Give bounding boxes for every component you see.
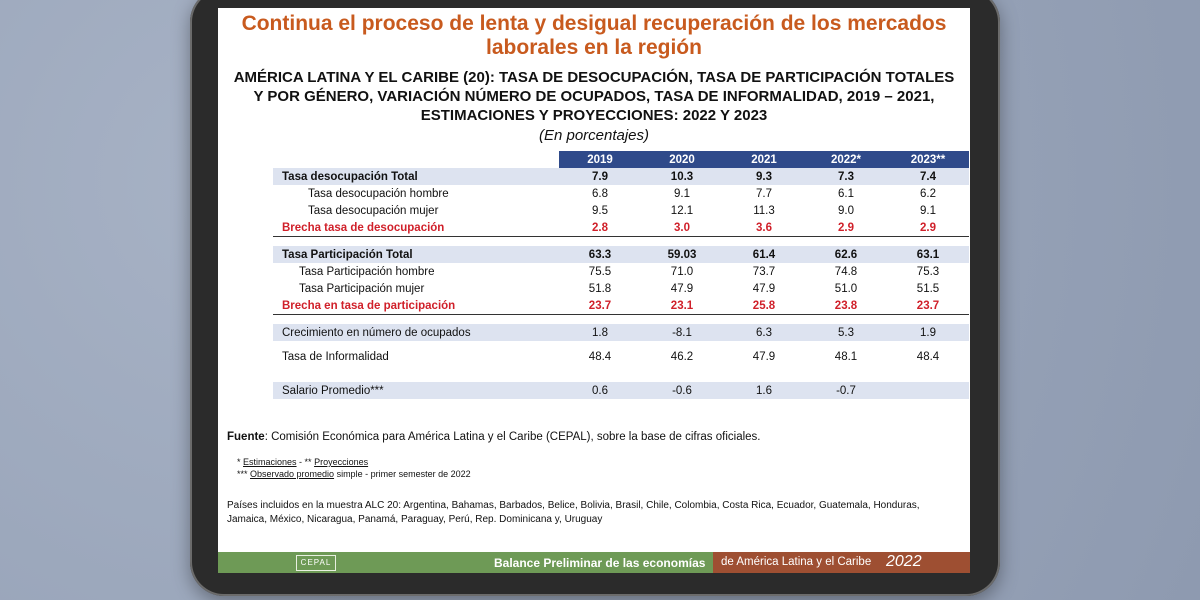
- cell: 25.8: [723, 297, 805, 315]
- cell: 63.3: [559, 246, 641, 263]
- countries-line-1: Países incluidos en la muestra ALC 20: Argentina, Bahamas, Barbados, Belice, Bolivia, Brasil, Chile, Colombia, Costa Rica, Ecuador, Guatemala, Honduras,: [227, 500, 920, 511]
- footnote-2: [237, 468, 471, 480]
- cell: 46.2: [670, 351, 694, 363]
- row-label: Crecimiento en número de ocupados: [273, 324, 559, 341]
- cell: 3.0: [641, 219, 723, 237]
- cell: 7.4: [887, 168, 969, 185]
- table-row: [273, 219, 969, 237]
- source-note: [227, 431, 761, 443]
- table-title-line-1: AMÉRICA LATINA Y EL CARIBE (20): TASA DE DESOCUPACIÓN, TASA DE PARTICIPACIÓN TOTALES: [233, 69, 955, 86]
- cell: 47.9: [670, 282, 694, 295]
- col-header: 2022*: [805, 151, 887, 168]
- table-title-line-3: ESTIMACIONES Y PROYECCIONES: 2022 Y 2023: [420, 107, 768, 124]
- source-text: : Comisión Económica para América Latina y el Caribe (CEPAL), sobre la base de cifras oficiales.: [264, 431, 761, 443]
- countries-line-2: Jamaica, México, Nicaragua, Panamá, Paraguay, Perú, Rep. Dominicana y, Uruguay: [227, 514, 603, 525]
- cell: 23.7: [559, 297, 641, 315]
- table-title-line-2: Y POR GÉNERO, VARIACIÓN NÚMERO DE OCUPADOS, TASA DE INFORMALIDAD, 2019 – 2021,: [253, 88, 935, 105]
- cell: 12.1: [670, 204, 694, 217]
- row-label: Tasa Participación hombre: [299, 265, 435, 278]
- row-label: Salario Promedio***: [273, 382, 559, 399]
- slide: [218, 8, 970, 573]
- cell: 75.3: [916, 265, 940, 278]
- cell: 5.3: [805, 324, 887, 341]
- row-label: Brecha en tasa de participación: [273, 297, 559, 315]
- cell: 9.5: [592, 204, 608, 217]
- footnote-mark: *: [237, 457, 244, 467]
- row-label: Tasa Participación mujer: [299, 282, 425, 295]
- footer-title: Balance Preliminar de las economías: [494, 556, 706, 570]
- table-header-row: [273, 151, 969, 168]
- cell: [887, 382, 969, 399]
- cell: 9.1: [674, 187, 690, 200]
- cell: 1.6: [723, 382, 805, 399]
- cell: 61.4: [723, 246, 805, 263]
- row-label: Tasa desocupación mujer: [308, 204, 439, 217]
- footer-year: 2022: [886, 553, 922, 570]
- cell: 2.8: [559, 219, 641, 237]
- cell: 23.1: [641, 297, 723, 315]
- footnote-rest: simple - primer semester de 2022: [334, 469, 471, 479]
- cell: 2.9: [805, 219, 887, 237]
- table-row: [273, 263, 969, 280]
- cell: 59.03: [641, 246, 723, 263]
- cell: 47.9: [752, 282, 776, 295]
- cell: 0.6: [559, 382, 641, 399]
- table-row: [273, 185, 969, 202]
- col-header: 2020: [641, 151, 723, 168]
- table-row: [273, 202, 969, 219]
- cell: 47.9: [752, 351, 776, 363]
- cell: 3.6: [723, 219, 805, 237]
- cell: 1.8: [559, 324, 641, 341]
- spacer-row: [273, 237, 969, 247]
- source-label: Fuente: [227, 431, 265, 443]
- cell: 62.6: [805, 246, 887, 263]
- col-header: 2021: [723, 151, 805, 168]
- cell: 71.0: [670, 265, 694, 278]
- cell: 10.3: [641, 168, 723, 185]
- cell: 48.4: [916, 351, 940, 363]
- footnote-1: [237, 456, 471, 468]
- row-label: Tasa Participación Total: [273, 246, 559, 263]
- footnote-estimaciones: Estimaciones: [243, 457, 297, 467]
- col-header: 2023**: [887, 151, 969, 168]
- table-row: [273, 168, 969, 185]
- cell: -0.7: [805, 382, 887, 399]
- footnote-mark: ***: [237, 469, 251, 479]
- spacer-row: [273, 315, 969, 325]
- cell: 6.2: [920, 187, 936, 200]
- table-row: [273, 297, 969, 315]
- cell: 7.3: [805, 168, 887, 185]
- cell: 48.4: [588, 351, 612, 363]
- row-label: Tasa desocupación hombre: [308, 187, 449, 200]
- cell: 2.9: [887, 219, 969, 237]
- cepal-logo: CEPAL: [296, 555, 336, 571]
- footnotes: [237, 456, 471, 480]
- data-table: [273, 151, 969, 399]
- slide-title: Continua el proceso de lenta y desigual recuperación de los mercados laborales en la región: [241, 12, 947, 59]
- table-row: [273, 382, 969, 399]
- col-header: 2019: [559, 151, 641, 168]
- cell: 9.1: [920, 204, 936, 217]
- cell: 63.1: [887, 246, 969, 263]
- cell: 75.5: [588, 265, 612, 278]
- cell: 9.3: [723, 168, 805, 185]
- cell: -0.6: [641, 382, 723, 399]
- header-blank: [273, 151, 559, 168]
- table-row: [273, 246, 969, 263]
- cell: 6.8: [592, 187, 608, 200]
- table-row: [273, 341, 969, 373]
- spacer-row: [273, 373, 969, 382]
- cell: 11.3: [753, 204, 775, 217]
- footnote-observado: Observado promedio: [250, 469, 335, 479]
- cell: 51.5: [916, 282, 940, 295]
- cell: 23.8: [805, 297, 887, 315]
- countries-note: [227, 499, 962, 527]
- footer-subtitle: de América Latina y el Caribe: [721, 556, 872, 568]
- cell: 7.9: [559, 168, 641, 185]
- row-label: Brecha tasa de desocupación: [273, 219, 559, 237]
- cell: 7.7: [756, 187, 772, 200]
- unit-label: (En porcentajes): [538, 127, 650, 144]
- cell: 6.3: [723, 324, 805, 341]
- cell: 6.1: [838, 187, 854, 200]
- cell: 9.0: [838, 204, 854, 217]
- table-row: [273, 280, 969, 297]
- cell: 23.7: [887, 297, 969, 315]
- table-title: [218, 68, 970, 125]
- cell: 1.9: [887, 324, 969, 341]
- cell: 48.1: [834, 351, 858, 363]
- footnote-sep: - **: [296, 457, 315, 467]
- row-label: Tasa de Informalidad: [282, 351, 389, 363]
- cell: 73.7: [752, 265, 776, 278]
- cell: 51.8: [588, 282, 612, 295]
- cell: 74.8: [834, 265, 858, 278]
- cell: -8.1: [641, 324, 723, 341]
- row-label: Tasa desocupación Total: [273, 168, 559, 185]
- tablet-bezel-bottom: [218, 573, 970, 593]
- table-row: [273, 324, 969, 341]
- cell: 51.0: [834, 282, 858, 295]
- footnote-proyecciones: Proyecciones: [314, 457, 369, 467]
